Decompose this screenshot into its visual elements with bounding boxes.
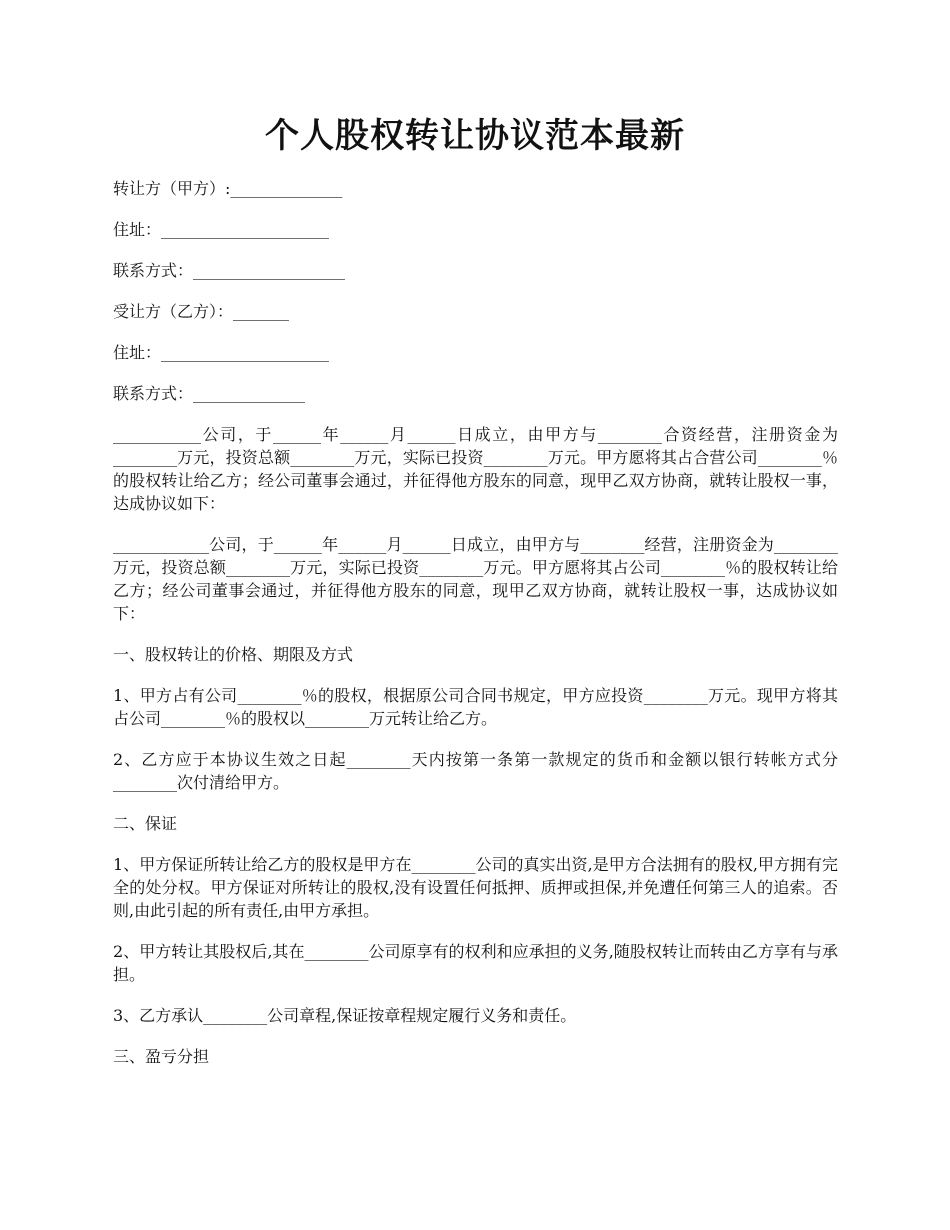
intro-paragraph: ____________公司，于______年______月______日成立，由甲方与________经营，注册资金为________万元，投资总额________万元，实际已投资________万元。甲方愿将其占公司________％的股权转让给乙方；经公司董事会通过，并征得他方股东的同意，现甲乙双方协商，就转让股权一事，达成协议如下： (113, 535, 838, 623)
clause-paragraph: 1、甲方占有公司________％的股权，根据原公司合同书规定，甲方应投资________万元。现甲方将其占公司________％的股权以________万元转让给乙方。 (113, 686, 838, 728)
transferor-field: 转让方（甲方）:______________ (113, 179, 343, 198)
section-heading: 二、保证 (113, 814, 178, 833)
transferor-contact-field: 联系方式：___________________ (113, 261, 346, 280)
clause-paragraph: 1、甲方保证所转让给乙方的股权是甲方在________公司的真实出资,是甲方合法拥有的股权,甲方拥有完全的处分权。甲方保证对所转让的股权,没有设置任何抵押、质押或担保,并免遭任何第三人的追索。否则,由此引起的所有责任,由甲方承担。 (113, 855, 838, 920)
document-title: 个人股权转让协议范本最新 (265, 116, 685, 156)
clause-paragraph: 2、乙方应于本协议生效之日起________天内按第一条第一款规定的货币和金额以银行转帐方式分________次付清给甲方。 (113, 750, 838, 792)
intro-paragraph: ___________公司，于______年______月______日成立，由甲方与________合资经营，注册资金为________万元，投资总额________万元，实际已投资________万元。甲方愿将其占合营公司________％的股权转让给乙方；经公司董事会通过，并征得他方股东的同意，现甲乙双方协商，就转让股权一事，达成协议如下： (113, 425, 838, 513)
transferee-contact-field: 联系方式：______________ (113, 384, 306, 403)
clause-paragraph: 2、甲方转让其股权后,其在________公司原享有的权利和应承担的义务,随股权转让而转由乙方享有与承担。 (113, 942, 838, 984)
transferee-address-field: 住址：_____________________ (113, 343, 330, 362)
section-heading: 一、股权转让的价格、期限及方式 (113, 645, 354, 664)
section-heading: 三、盈亏分担 (113, 1047, 210, 1066)
transferor-address-field: 住址：_____________________ (113, 220, 330, 239)
transferee-field: 受让方（乙方）：_______ (113, 302, 290, 321)
document-body (113, 177, 838, 1086)
clause-paragraph: 3、乙方承认________公司章程,保证按章程规定履行义务和责任。 (113, 1006, 577, 1025)
